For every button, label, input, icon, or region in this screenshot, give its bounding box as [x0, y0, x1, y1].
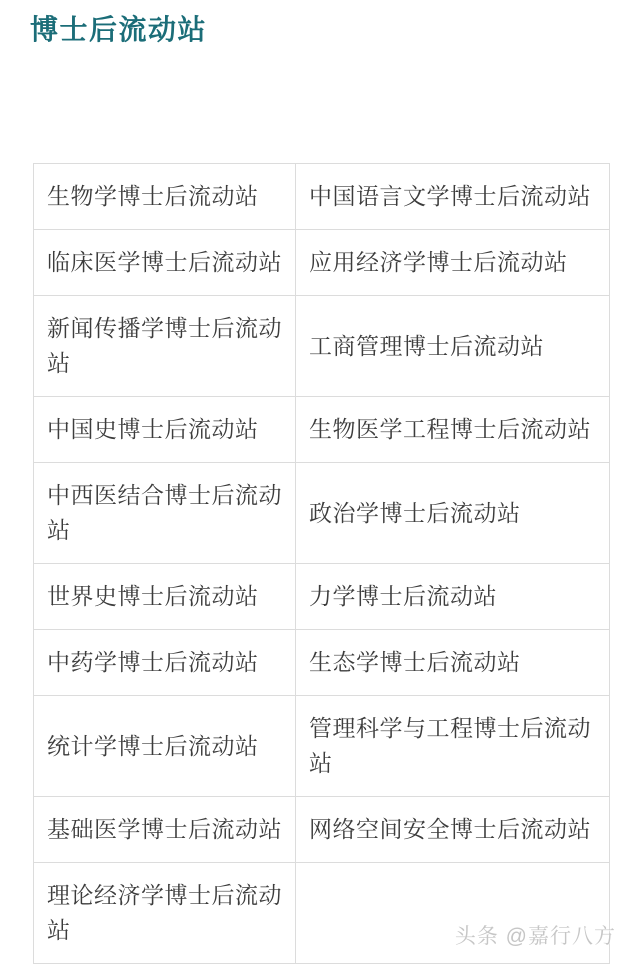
- station-cell: 工商管理博士后流动站: [296, 296, 610, 397]
- station-cell: 生物学博士后流动站: [34, 164, 296, 230]
- station-cell: 理论经济学博士后流动站: [34, 863, 296, 964]
- station-cell: 政治学博士后流动站: [296, 463, 610, 564]
- station-cell: 统计学博士后流动站: [34, 696, 296, 797]
- station-cell: 应用经济学博士后流动站: [296, 230, 610, 296]
- station-cell: 力学博士后流动站: [296, 564, 610, 630]
- table-row: [34, 463, 610, 564]
- table-row: [34, 797, 610, 863]
- station-cell: 生物医学工程博士后流动站: [296, 397, 610, 463]
- station-cell: 中药学博士后流动站: [34, 630, 296, 696]
- station-cell: 中国史博士后流动站: [34, 397, 296, 463]
- table-row: [34, 230, 610, 296]
- table-row: [34, 696, 610, 797]
- stations-table: [33, 163, 610, 964]
- station-cell: 生态学博士后流动站: [296, 630, 610, 696]
- station-cell: 新闻传播学博士后流动站: [34, 296, 296, 397]
- station-cell: 网络空间安全博士后流动站: [296, 797, 610, 863]
- table-row: [34, 296, 610, 397]
- table-row: [34, 164, 610, 230]
- station-cell: 中国语言文学博士后流动站: [296, 164, 610, 230]
- table-row: [34, 564, 610, 630]
- station-cell: 世界史博士后流动站: [34, 564, 296, 630]
- station-cell: 临床医学博士后流动站: [34, 230, 296, 296]
- station-cell: 基础医学博士后流动站: [34, 797, 296, 863]
- watermark: 头条 @嘉行八方: [454, 925, 616, 948]
- table-row: [34, 397, 610, 463]
- table-row: [34, 630, 610, 696]
- page-title: 博士后流动站: [30, 14, 208, 45]
- station-cell: 管理科学与工程博士后流动站: [296, 696, 610, 797]
- station-cell: 中西医结合博士后流动站: [34, 463, 296, 564]
